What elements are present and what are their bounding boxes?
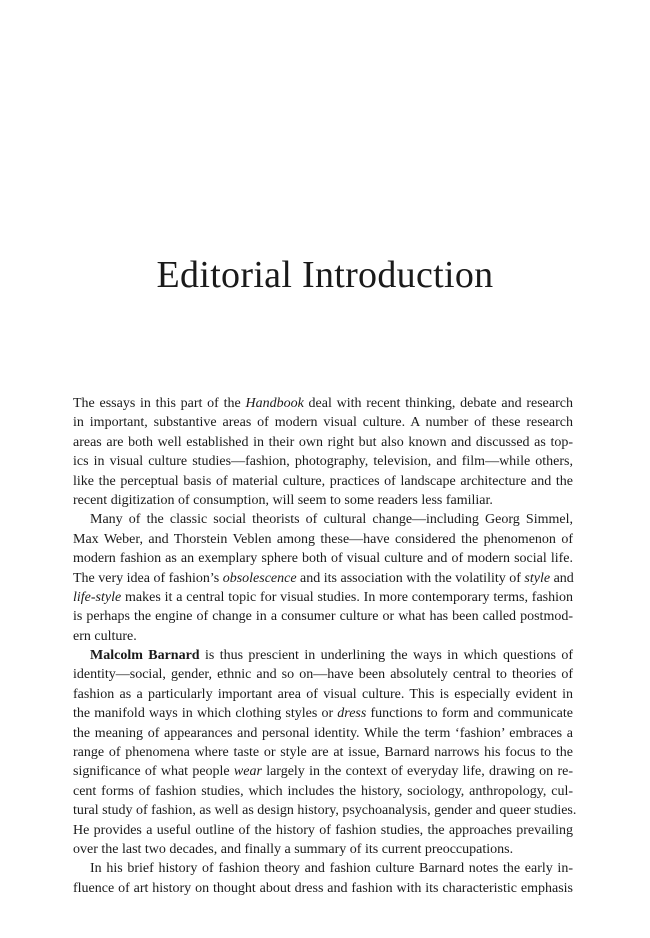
text-line (73, 452, 573, 471)
text-line (73, 510, 573, 529)
text-run: deal with recent thinking, debate and research (303, 396, 573, 411)
text-line (73, 549, 573, 568)
text-line (73, 821, 573, 840)
text-run: tural study of fashion, as well as design history, psychoanalysis, gender and queer studies. (73, 803, 577, 819)
text-run: in important, substantive areas of modern visual culture. A number of these research (73, 415, 573, 431)
text-run: and (550, 570, 574, 586)
italic-text: life-style (73, 589, 122, 605)
text-line (73, 646, 573, 665)
body-text (73, 394, 577, 898)
text-run: The very idea of fashion’s (73, 570, 223, 586)
text-run: is thus prescient in underlining the ways in which questions of (199, 648, 573, 664)
page-title: Editorial Introduction (156, 254, 494, 296)
text-line (73, 627, 573, 646)
italic-text: dress (337, 706, 367, 722)
text-run: modern fashion as an exemplary sphere both of visual culture and of modern social life. (73, 551, 573, 567)
text-line (73, 530, 573, 549)
text-line (73, 782, 573, 801)
bold-name: Malcolm Barnard (90, 648, 200, 664)
text-run: the manifold ways in which clothing styles or (73, 706, 338, 722)
text-run: In his brief history of fashion theory and fashion culture Barnard notes the early in- (90, 861, 573, 877)
text-run: ern culture. (73, 628, 137, 644)
italic-text: wear (233, 764, 262, 780)
text-line (73, 685, 573, 704)
text-line (73, 607, 573, 626)
text-run: recent digitization of consumption, will seem to some readers less familiar. (73, 492, 493, 508)
text-line (73, 588, 573, 607)
italic-text: style (524, 570, 551, 586)
text-run: over the last two decades, and finally a summary of its current preoccupations. (73, 841, 514, 857)
text-run: fashion as a particularly important area of visual culture. This is especially evident in (73, 686, 573, 702)
text-line (73, 704, 573, 723)
text-run: significance of what people (73, 764, 234, 780)
text-run: He provides a useful outline of the history of fashion studies, the approaches prevailing (73, 822, 573, 838)
text-run: The essays in this part of the (73, 396, 246, 411)
text-line (73, 433, 573, 452)
italic-text: obsolescence (222, 570, 297, 586)
text-run: range of phenomena where taste or style are at issue, Barnard narrows his focus to the (73, 745, 573, 761)
text-line (73, 743, 573, 762)
text-line (73, 665, 573, 684)
text-line (73, 801, 577, 820)
text-run: and its association with the volatility of (296, 570, 525, 586)
text-run: identity—social, gender, ethnic and so on—have been absolutely central to theories of (73, 667, 573, 683)
text-run: Many of the classic social theorists of cultural change—including Georg Simmel, (90, 512, 573, 528)
text-line (73, 413, 573, 432)
text-run: cent forms of fashion studies, which includes the history, sociology, anthropology, cul- (73, 783, 573, 799)
italic-text: Handbook (245, 396, 304, 411)
text-run: functions to form and communicate (366, 706, 573, 722)
text-run: ics in visual culture studies—fashion, photography, television, and film—while others, (73, 454, 573, 470)
text-line (73, 724, 573, 743)
text-run: like the perceptual basis of material culture, practices of landscape architecture and the (73, 473, 573, 489)
text-run: largely in the context of everyday life, drawing on re- (261, 764, 573, 780)
text-line (73, 394, 573, 413)
text-run: the meaning of appearances and personal identity. While the term ‘fashion’ embraces a (73, 725, 573, 741)
text-line (73, 491, 573, 510)
text-line (73, 569, 573, 588)
text-run: areas are both well established in their own right but also known and discussed as top- (73, 434, 573, 450)
text-line (73, 840, 573, 859)
text-line (73, 859, 573, 878)
text-run: fluence of art history on thought about dress and fashion with its characteristic emphasis (73, 880, 573, 896)
text-run: is perhaps the engine of change in a consumer culture or what has been called postmod- (73, 609, 573, 625)
text-line (73, 879, 573, 898)
text-line (73, 472, 573, 491)
text-run: makes it a central topic for visual studies. In more contemporary terms, fashion (121, 589, 573, 605)
text-line (73, 762, 573, 781)
text-run: Max Weber, and Thorstein Veblen among these—have considered the phenomenon of (73, 531, 573, 547)
